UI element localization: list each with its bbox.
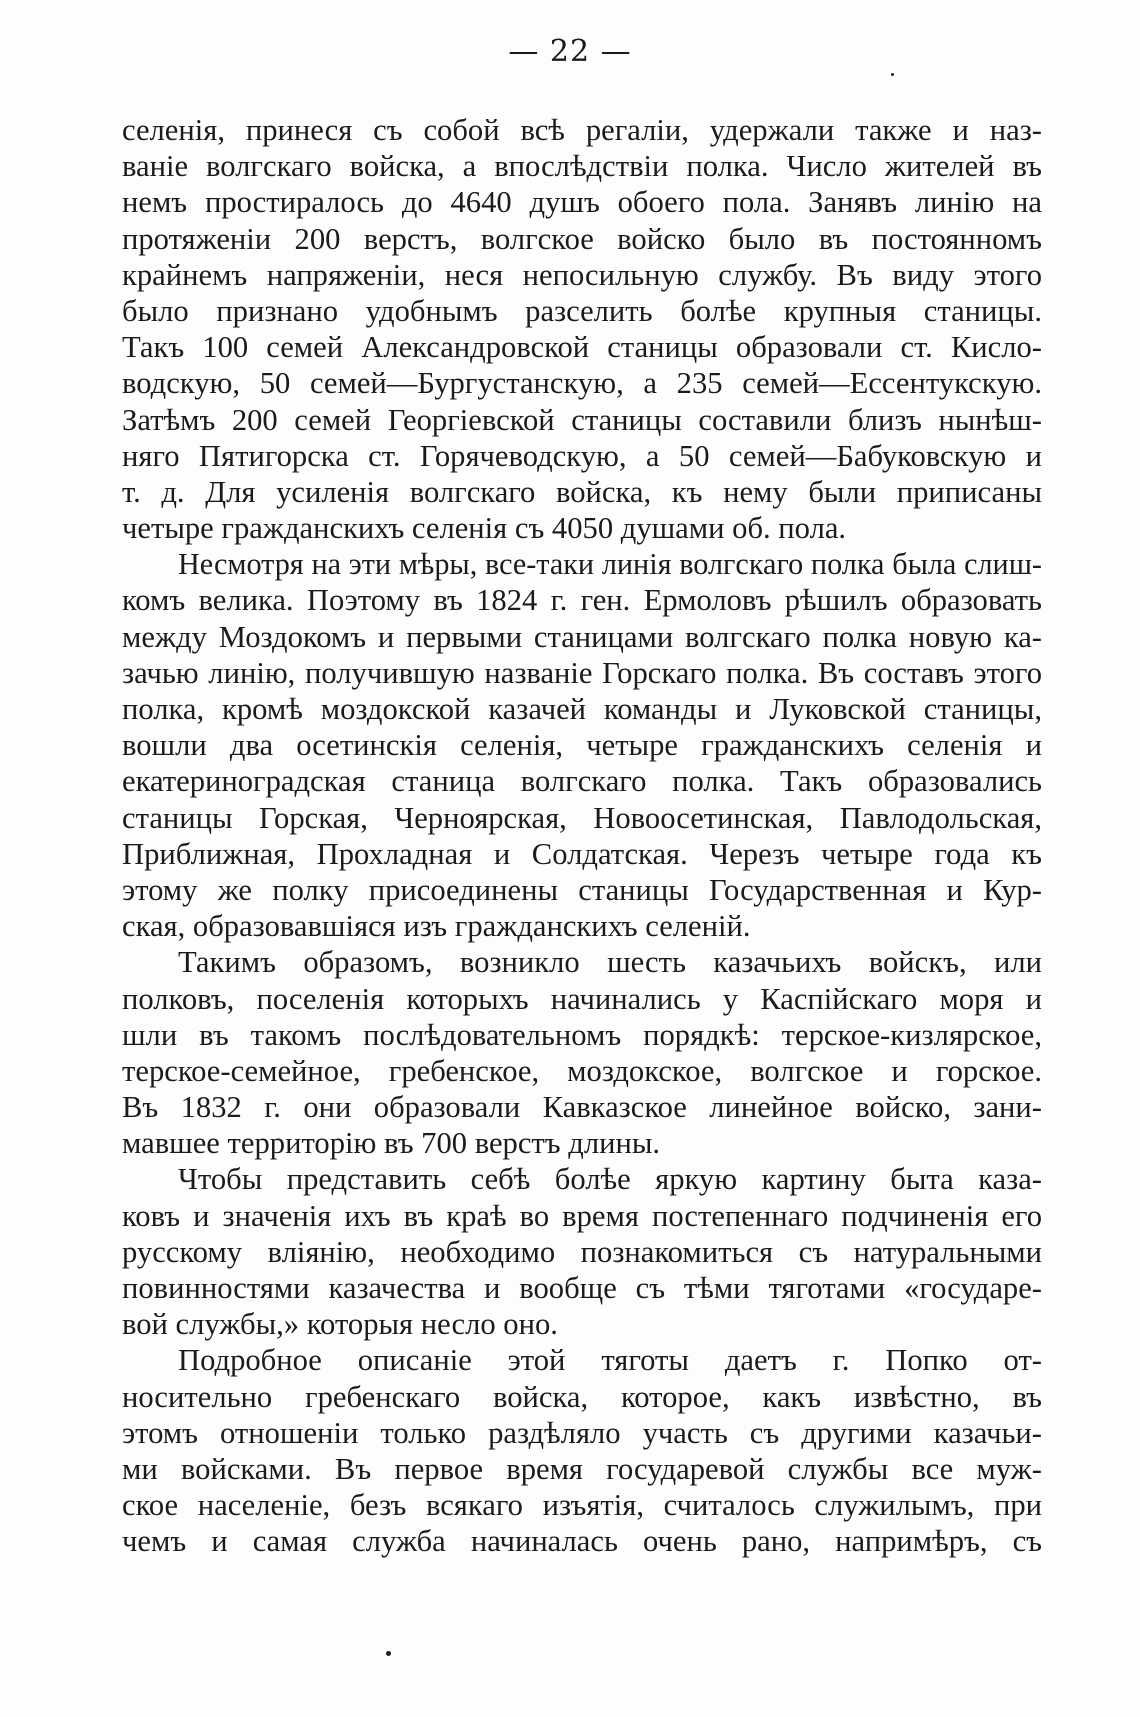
text-line: селенія, принеся съ собой всѣ регаліи, удержали также и наз- — [122, 113, 1042, 147]
paragraph-2 — [122, 546, 1042, 944]
text-line: чемъ и самая служба начиналась очень рано, напримѣръ, съ — [122, 1524, 1042, 1559]
text-line: т. д. Для усиленія волгскаго войска, къ нему были приписаны — [122, 474, 1042, 509]
text-line: Такимъ образомъ, возникло шесть казачьихъ войскъ, или — [178, 945, 1042, 980]
paragraph-5 — [122, 1342, 1042, 1559]
text-line: шли въ такомъ послѣдовательномъ порядкѣ: терское-кизлярское, — [122, 1017, 1042, 1052]
text-line: ская, образовавшіяся изъ гражданскихъ селеній. — [122, 909, 751, 944]
text-line: Чтобы представить себѣ болѣе яркую картину быта каза- — [178, 1162, 1042, 1197]
text-line: немъ простиралось до 4640 душъ обоего пола. Занявъ линію на — [122, 185, 1042, 220]
text-line: Несмотря на эти мѣры, все-таки линія волгскаго полка была слиш- — [178, 547, 1042, 582]
text-line: Затѣмъ 200 семей Георгіевской станицы составили близъ нынѣш- — [122, 402, 1042, 437]
body-text — [122, 112, 1042, 1560]
text-line: Въ 1832 г. они образовали Кавказское линейное войско, зани- — [122, 1090, 1042, 1125]
text-line: мавшее территорію въ 700 верстъ длины. — [122, 1126, 661, 1161]
text-line: Такъ 100 семей Александровской станицы образовали ст. Кисло- — [122, 330, 1042, 365]
text-line: комъ велика. Поэтому въ 1824 г. ген. Ермоловъ рѣшилъ образовать — [122, 583, 1042, 618]
text-line: русскому вліянію, необходимо познакомиться съ натуральными — [122, 1234, 1042, 1269]
text-line: крайнемъ напряженіи, неся непосильную службу. Въ виду этого — [122, 257, 1042, 292]
paragraph-4 — [122, 1161, 1042, 1342]
text-line: ваніе волгскаго войска, а впослѣдствіи полка. Число жителей въ — [122, 149, 1042, 184]
text-line: екатериноградская станица волгскаго полка. Такъ образовались — [122, 764, 1042, 799]
paragraph-1 — [122, 112, 1042, 546]
text-line: ковъ и значенія ихъ въ краѣ во время постепеннаго подчиненія его — [122, 1198, 1042, 1233]
text-line: вошли два осетинскія селенія, четыре гражданскихъ селенія и — [122, 728, 1042, 763]
text-line: Приближная, Прохладная и Солдатская. Черезъ четыре года къ — [122, 836, 1042, 871]
text-line: ское населеніе, безъ всякаго изъятія, считалось служилымъ, при — [122, 1488, 1042, 1523]
text-line: водскую, 50 семей—Бургустанскую, а 235 семей—Ессентукскую. — [122, 366, 1042, 401]
text-line: четыре гражданскихъ селенія съ 4050 душами об. пола. — [122, 511, 847, 546]
print-speck — [891, 73, 894, 76]
text-line: этомъ отношеніи только раздѣляло участь съ другими казачьи- — [122, 1415, 1042, 1450]
text-line: протяженіи 200 верстъ, волгское войско было въ постоянномъ — [122, 221, 1042, 256]
text-line: зачью линію, получившую названіе Горскаго полка. Въ составъ этого — [122, 655, 1042, 690]
paragraph-3 — [122, 944, 1042, 1161]
text-line: между Моздокомъ и первыми станицами волгскаго полка новую ка- — [122, 619, 1042, 654]
print-speck — [386, 1651, 391, 1656]
text-line: ми войсками. Въ первое время государевой службы все муж- — [122, 1451, 1042, 1486]
text-line: носительно гребенскаго войска, которое, какъ извѣстно, въ — [122, 1379, 1042, 1414]
text-line: станицы Горская, Черноярская, Новоосетинская, Павлодольская, — [122, 800, 1042, 835]
text-line: было признано удобнымъ разселить болѣе крупныя станицы. — [122, 293, 1042, 328]
text-line: вой службы,» которыя несло оно. — [122, 1307, 558, 1342]
text-line: полка, кромѣ моздокской казачей команды и Луковской станицы, — [122, 692, 1042, 726]
text-line: этому же полку присоединены станицы Государственная и Кур- — [122, 872, 1042, 907]
text-line: Подробное описаніе этой тяготы даетъ г. Попко от- — [178, 1343, 1042, 1378]
text-line: няго Пятигорска ст. Горячеводскую, а 50 семей—Бабуковскую и — [122, 438, 1042, 473]
text-line: повинностями казачества и вообще съ тѣми тяготами «государе- — [122, 1271, 1042, 1305]
text-line: терское-семейное, гребенское, моздокское, волгское и горское. — [122, 1053, 1042, 1088]
text-line: полковъ, поселенія которыхъ начинались у Каспійскаго моря и — [122, 981, 1042, 1016]
page-number: — 22 — — [508, 34, 632, 69]
